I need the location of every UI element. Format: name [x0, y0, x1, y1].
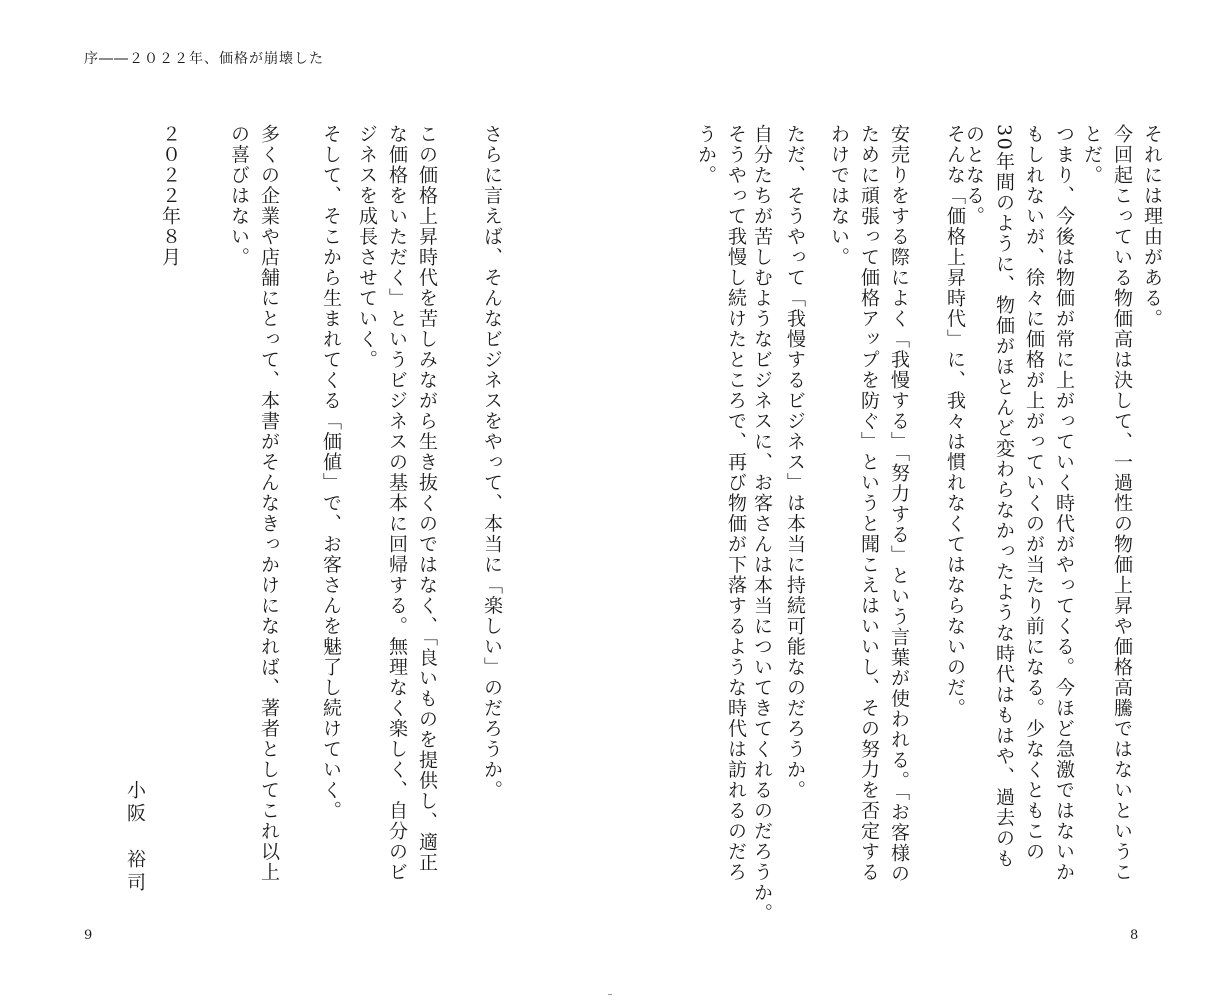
text-paragraph: この価格上昇時代を苦しみながら生き抜くのではなく、「良いものを提供し、適正な価格をいただく」というビジネスの基本に回帰する。無理なく楽しく、自分のビジネスを成長させていく。: [356, 124, 438, 883]
text-paragraph: 今回起こっている物価高は決して、一過性の物価上昇や価格高騰ではないということだ。: [1081, 124, 1133, 883]
text-line: そんな「価格上昇時代」に、我々は慣れなくてはならないのだ。: [944, 124, 966, 719]
date-line: ２０２２年８月: [159, 124, 181, 268]
text-line: さらに言えば、そんなビジネスをやって、本当に「楽しい」のだろうか。: [481, 124, 503, 801]
text-line: そして、そこから生まれてくる「価値」で、お客さんを魅了し続けていく。: [320, 124, 342, 821]
text-paragraph: 安売りをする際によく「我慢する」「努力する」という言葉が使われる。「お客様のために頑張って価格アップを防ぐ」というと聞こえはいいし、その努力を否定するわけではない。: [828, 124, 910, 884]
text-paragraph: そうやって我慢し続けたところで、再び物価が下落するような時代は訪れるのだろうか。: [695, 124, 747, 883]
text-paragraph: 多くの企業や店舗にとって、本書がそんなきっかけになれば、著者としてこれ以上の喜びはない。: [228, 124, 280, 883]
text-line: それには理由がある。: [1141, 124, 1163, 329]
running-header: 序――２０２２年、価格が崩壊した: [84, 51, 324, 67]
text-line: 自分たちが苦しむようなビジネスに、お客さんは本当についてきてくれるのだろうか。: [751, 124, 773, 924]
bottom-mark: [608, 994, 612, 995]
author-name: 小阪 裕司: [124, 780, 146, 895]
text-paragraph: つまり、今後は物価が常に上がっていく時代がやってくる。今ほど急激ではないかもしれないが、徐々に価格が上がっていくのが当たり前になる。少なくともこの30年間のように、物価がほとんど変わらなかったような時代はもはや、過去のものとなる。: [963, 124, 1075, 883]
page-number-right: 8: [1130, 928, 1139, 943]
page-number-left: 9: [84, 928, 93, 943]
text-line: ただ、そうやって「我慢するビジネス」は本当に持続可能なのだろうか。: [784, 124, 806, 801]
